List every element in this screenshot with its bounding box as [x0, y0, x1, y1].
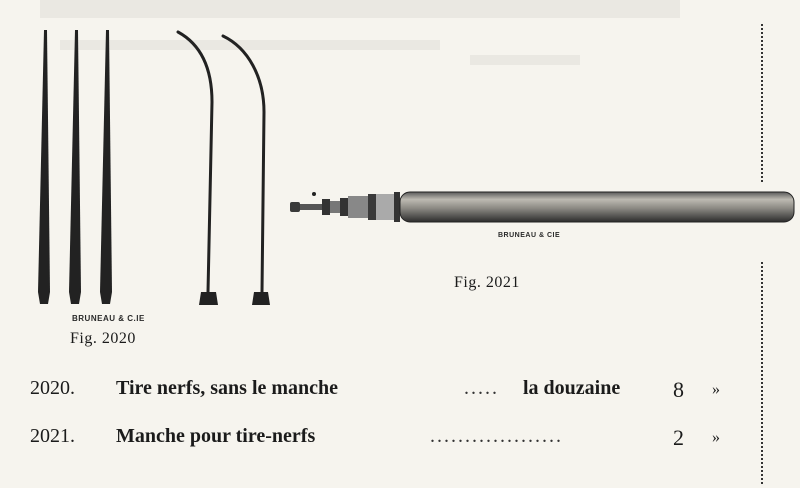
dot-leader: ...................: [430, 425, 563, 447]
page-edge-top: [760, 24, 764, 184]
entry-description: Manche pour tire-nerfs: [116, 425, 316, 447]
maker-mark-2020: BRUNEAU & C.IE: [72, 314, 145, 323]
page-edge-bottom: [760, 262, 764, 484]
nerve-extractors-illustration: [20, 22, 280, 312]
entry-number: 2020.: [30, 377, 75, 399]
figure-caption-2021: Fig. 2021: [454, 274, 520, 291]
dot-leader: .....: [464, 377, 499, 399]
entry-number: 2021.: [30, 425, 75, 447]
maker-mark-2021: BRUNEAU & CIE: [498, 232, 561, 239]
ditto-mark: »: [712, 429, 720, 446]
entry-unit: la douzaine: [523, 377, 621, 399]
catalog-entry-2020: [30, 377, 730, 407]
ditto-mark: »: [712, 381, 720, 398]
entry-price: 8: [673, 377, 684, 402]
catalog-entry-2021: [30, 425, 730, 455]
figure-caption-2020: Fig. 2020: [70, 330, 136, 347]
entry-price: 2: [673, 425, 684, 450]
nerve-extractor-handle-illustration: [286, 186, 798, 236]
entry-description: Tire nerfs, sans le manche: [116, 377, 339, 399]
